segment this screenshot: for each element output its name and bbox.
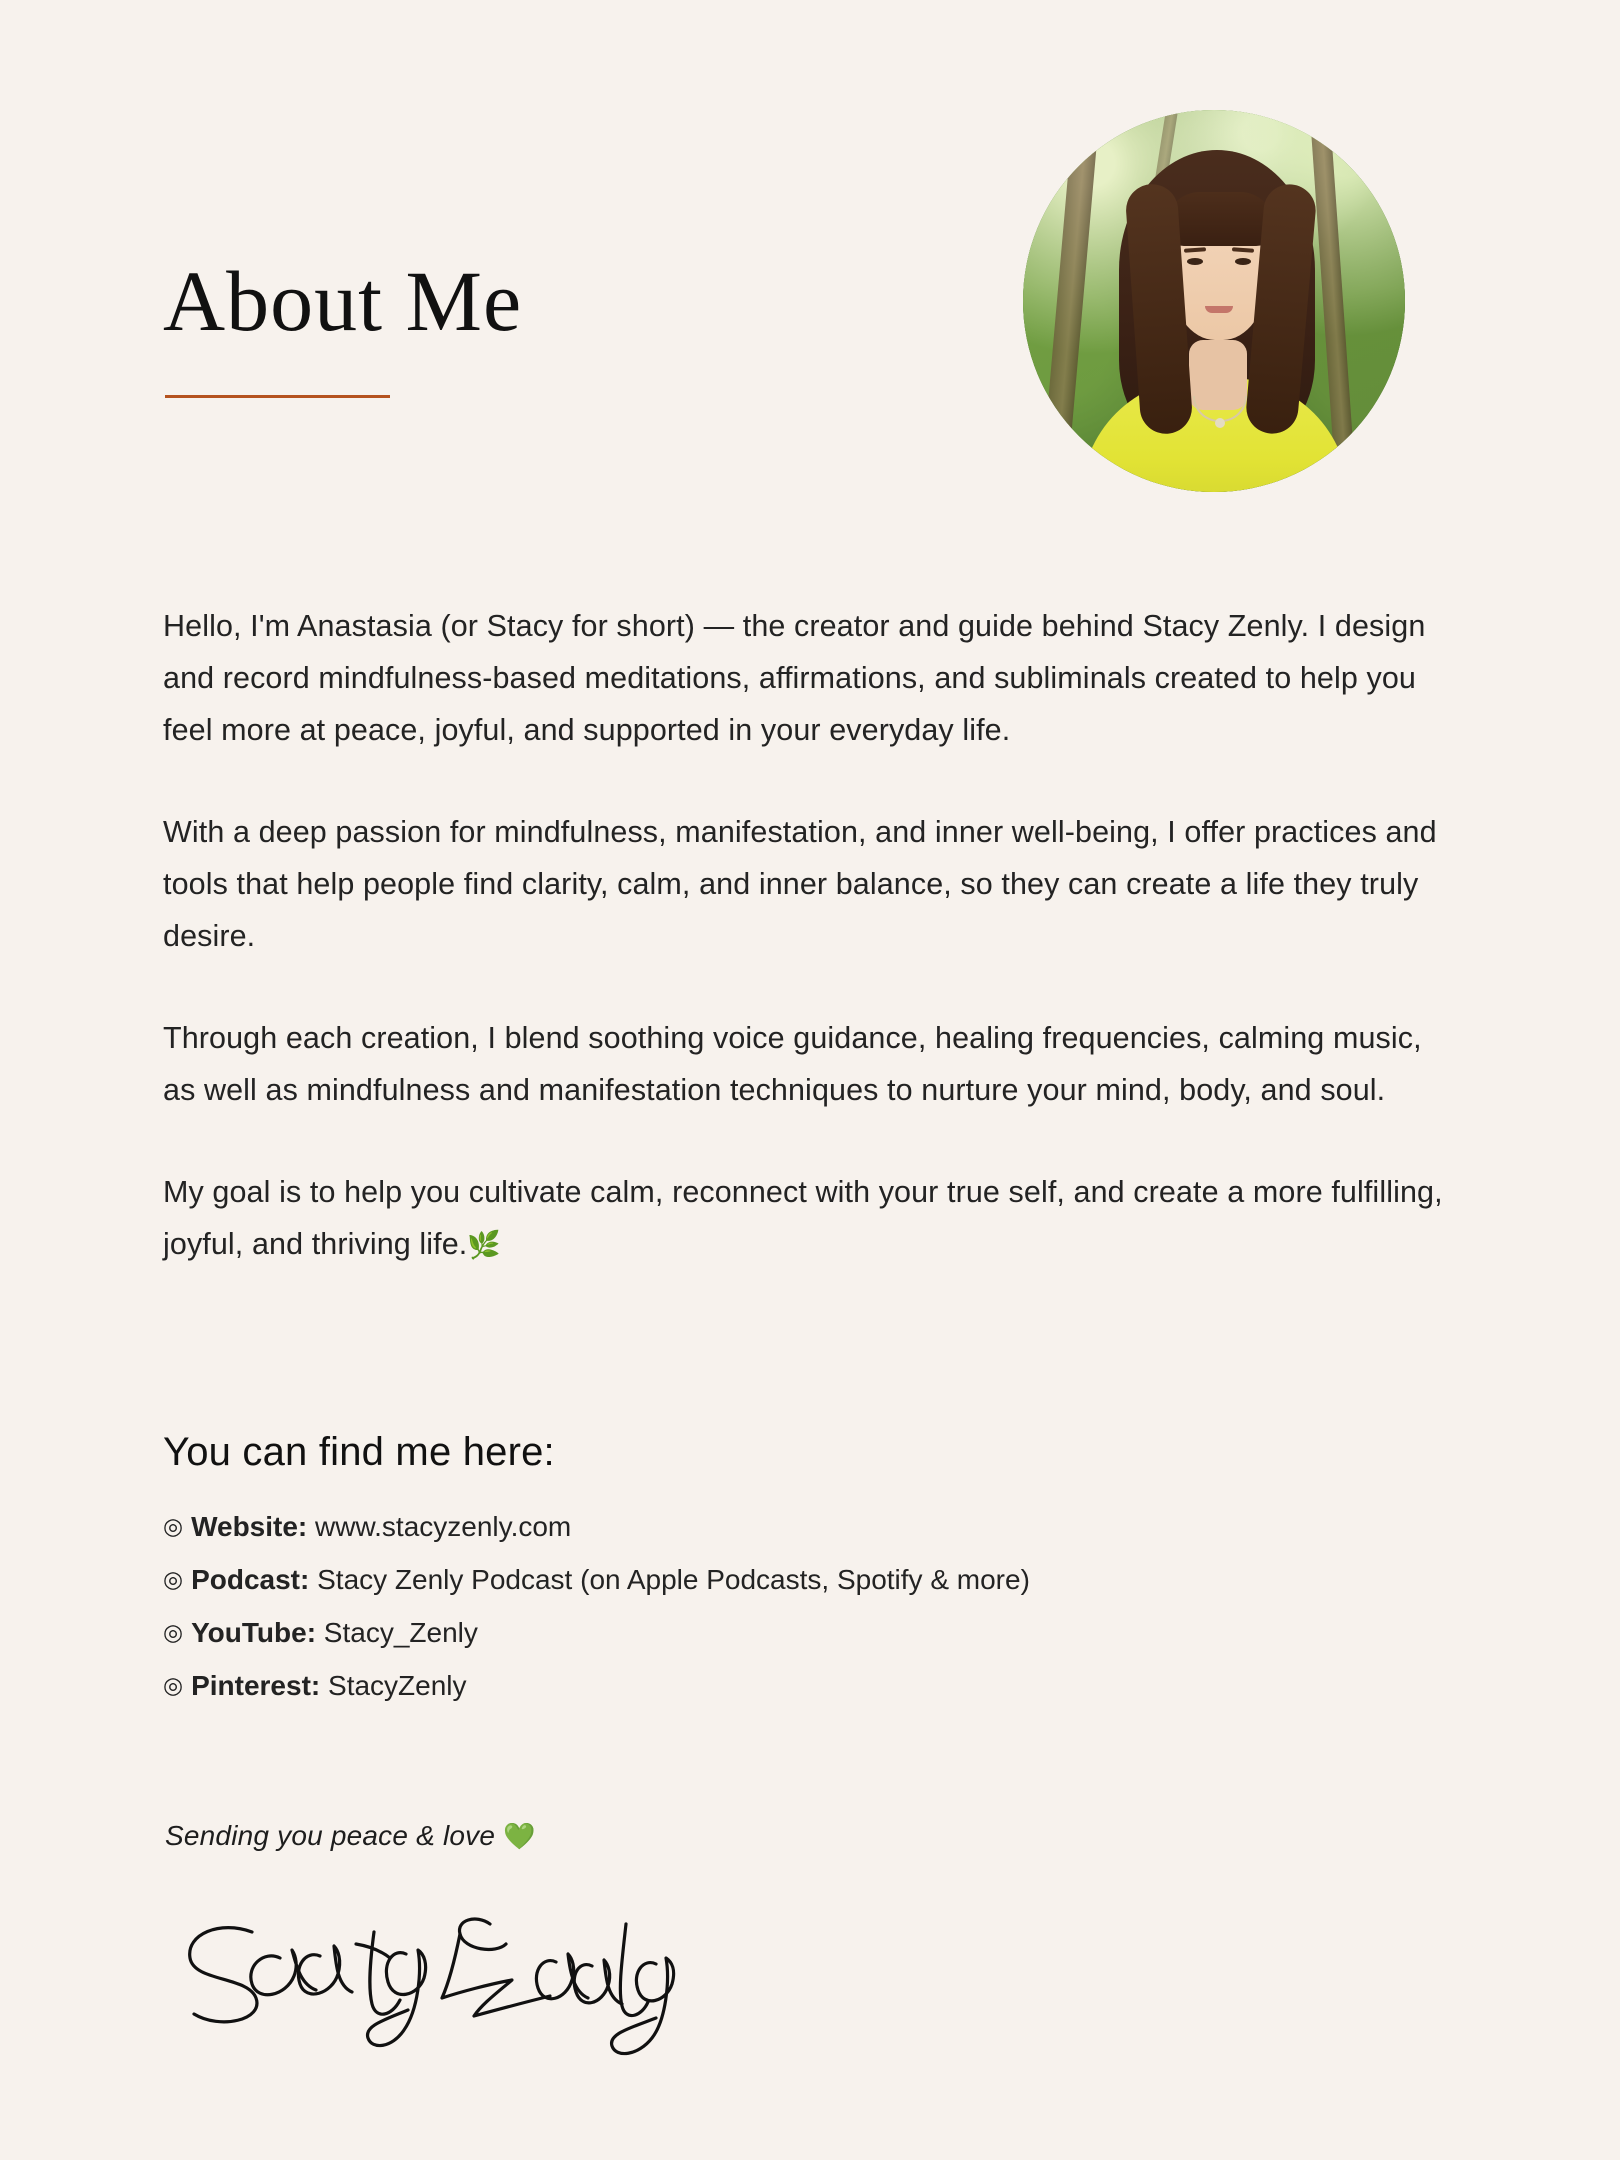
necklace-pendant [1215,418,1225,428]
link-value-website[interactable]: www.stacyzenly.com [315,1511,572,1542]
eye-left [1187,258,1203,265]
bullet-icon: ◎ [163,1672,184,1698]
eye-right [1235,258,1251,265]
link-label-website: Website: [191,1511,308,1542]
bullet-icon: ◎ [163,1566,184,1592]
link-label-pinterest: Pinterest: [191,1670,321,1701]
signoff-text [165,1820,536,1852]
signature [160,1880,720,2080]
leaf-icon: 🌿 [467,1230,502,1260]
page-header [0,0,1620,560]
page-title: About Me [163,253,523,349]
paragraph-creation: Through each creation, I blend soothing voice guidance, healing frequencies, calming music, as well as mindfulness and manifestation techniques to nurture your mind, body, and soul. [163,1021,1422,1107]
find-me-title: You can find me here: [163,1430,555,1474]
link-row-podcast[interactable] [163,1554,1443,1607]
bullet-icon: ◎ [163,1619,184,1645]
find-me-section [163,1430,1443,1713]
green-heart-icon: 💚 [503,1821,536,1851]
link-row-website[interactable] [163,1501,1443,1554]
hair-fringe [1165,192,1275,246]
link-value-pinterest[interactable]: StacyZenly [328,1670,467,1701]
link-label-podcast: Podcast: [191,1564,310,1595]
link-row-pinterest[interactable] [163,1660,1443,1713]
about-body-copy [163,600,1443,1271]
link-value-youtube[interactable]: Stacy_Zenly [323,1617,478,1648]
mouth [1205,306,1233,313]
signoff-message: Sending you peace & love [165,1820,496,1851]
link-value-podcast[interactable]: Stacy Zenly Podcast (on Apple Podcasts, Spotify & more) [317,1564,1030,1595]
bullet-icon: ◎ [163,1513,184,1539]
paragraph-intro: Hello, I'm Anastasia (or Stacy for short) — the creator and guide behind Stacy Zenly. I design and record mindfulness-based meditations, affirmations, and subliminals created to help you feel more at peace, joyful, and supported in your everyday life. [163,609,1426,747]
title-underline-rule [165,395,390,398]
link-label-youtube: YouTube: [191,1617,317,1648]
paragraph-passion: With a deep passion for mindfulness, manifestation, and inner well-being, I offer practices and tools that help people find clarity, calm, and inner balance, so they can create a life they truly desire. [163,815,1437,953]
link-row-youtube[interactable] [163,1607,1443,1660]
paragraph-goal [163,1166,1443,1271]
paragraph-goal-text: My goal is to help you cultivate calm, reconnect with your true self, and create a more fulfilling, joyful, and thriving life. [163,1175,1443,1261]
profile-photo [1023,110,1405,492]
